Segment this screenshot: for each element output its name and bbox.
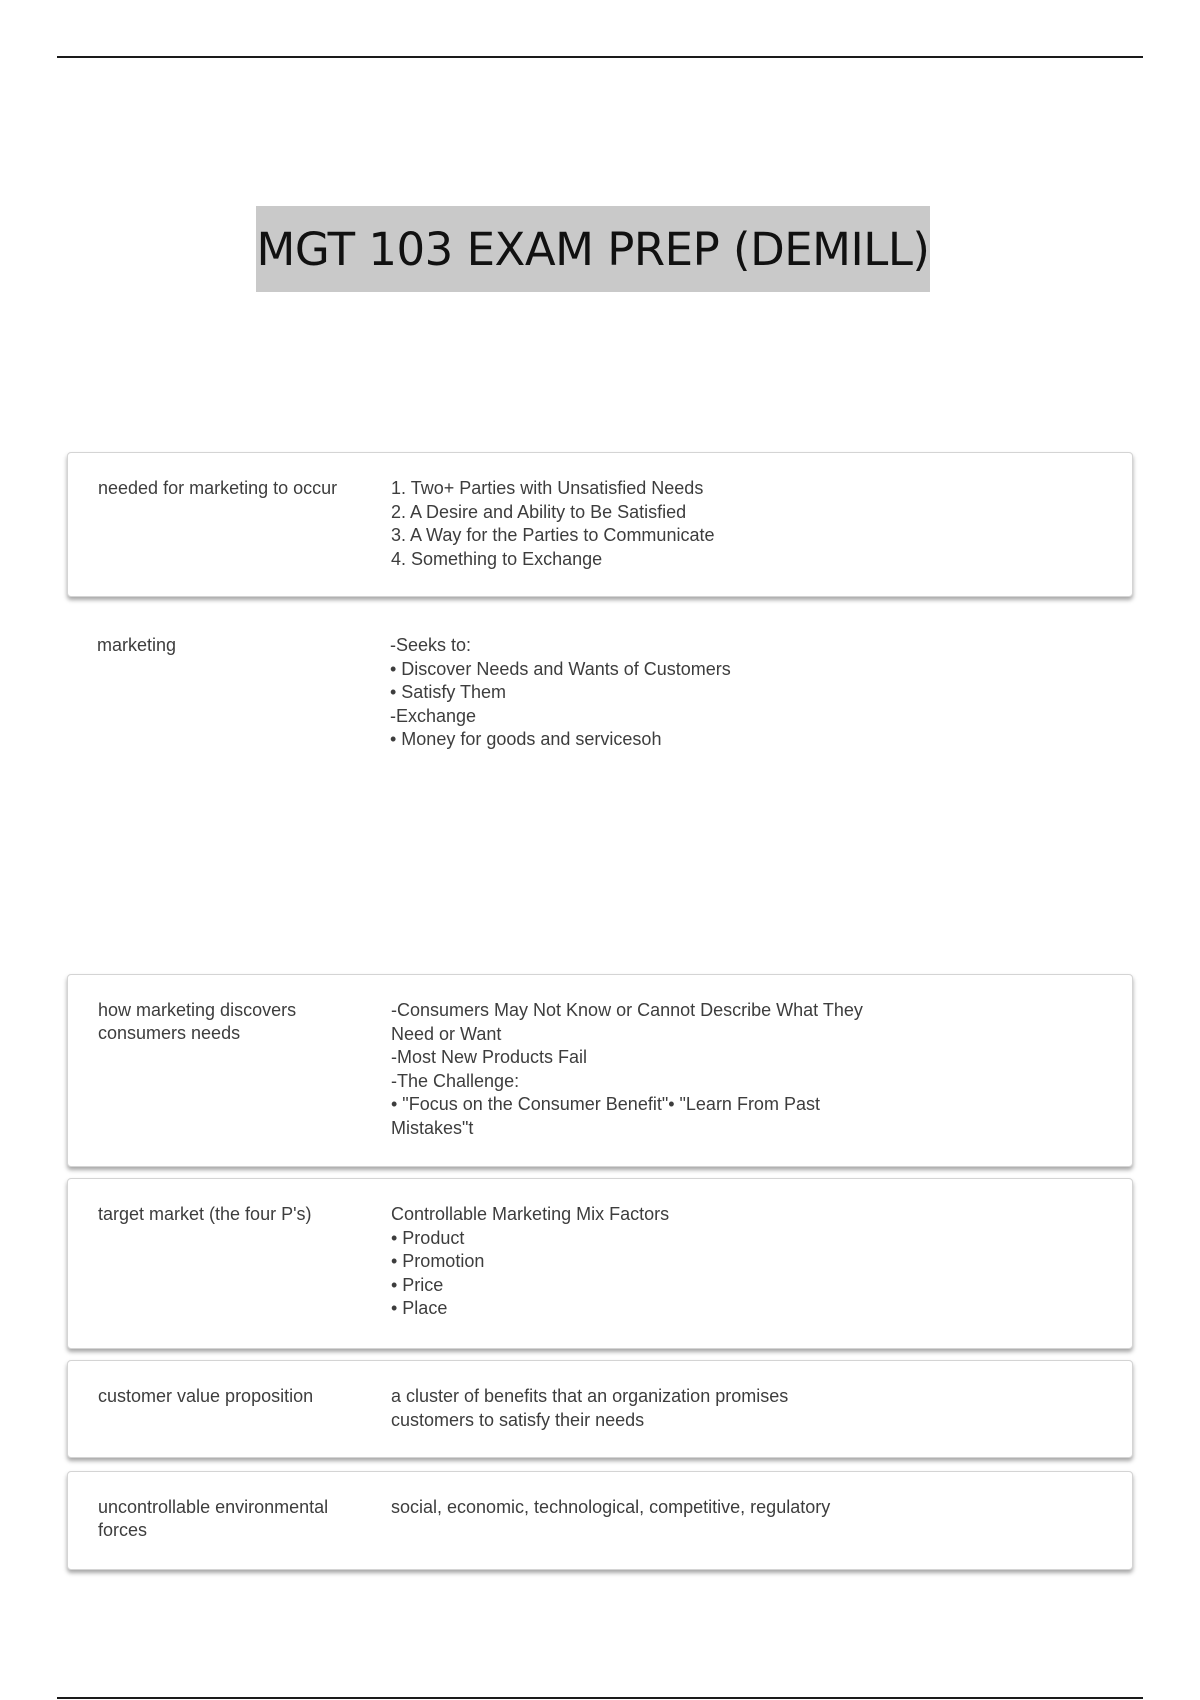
- definition-line: 2. A Desire and Ability to Be Satisfied: [391, 501, 687, 522]
- flashcard-definition: [391, 999, 871, 1140]
- definition-line: • Product: [391, 1227, 465, 1248]
- definition-line: -Seeks to:: [390, 635, 472, 655]
- flashcard-definition: [391, 1496, 871, 1520]
- flashcard-term: customer value proposition: [98, 1386, 314, 1406]
- definition-line: • Price: [391, 1274, 444, 1295]
- definition-line: • Promotion: [391, 1251, 485, 1271]
- flashcard-term: needed for marketing to occur: [98, 478, 338, 498]
- flashcard-definition: [391, 1385, 871, 1432]
- definition-line: -Consumers May Not Know or Cannot Describe What They Need or Want: [391, 1000, 863, 1044]
- definition-line: 4. Something to Exchange: [391, 548, 603, 569]
- definition-line: Controllable Marketing Mix Factors: [391, 1204, 670, 1224]
- definition-line: -The Challenge:: [391, 1070, 520, 1091]
- definition-line: -Most New Products Fail: [391, 1047, 588, 1067]
- definition-line: a cluster of benefits that an organization promises customers to satisfy their needs: [391, 1386, 789, 1430]
- flashcard-term: how marketing discovers consumers needs: [98, 1000, 297, 1043]
- flashcard: [67, 1360, 1133, 1458]
- definition-line: • Money for goods and servicesoh: [390, 729, 662, 749]
- definition-line: 1. Two+ Parties with Unsatisfied Needs: [391, 478, 704, 498]
- flashcard: [67, 974, 1133, 1167]
- definition-line: social, economic, technological, competitive, regulatory: [391, 1497, 831, 1517]
- flashcard-term: target market (the four P's): [98, 1204, 312, 1224]
- flashcard: [67, 610, 1133, 810]
- flashcard: [67, 1471, 1133, 1570]
- title-banner: [256, 206, 930, 292]
- flashcard: [67, 452, 1133, 597]
- flashcard-definition: [391, 477, 871, 571]
- flashcard-term: marketing: [97, 635, 177, 655]
- definition-line: • Discover Needs and Wants of Customers: [390, 658, 731, 679]
- flashcard: [67, 1178, 1133, 1349]
- definition-line: • "Focus on the Consumer Benefit"• "Learn From Past Mistakes"t: [391, 1094, 820, 1138]
- top-rule: [57, 56, 1143, 58]
- definition-line: 3. A Way for the Parties to Communicate: [391, 525, 715, 545]
- flashcard-definition: [390, 634, 870, 752]
- definition-line: • Place: [391, 1298, 448, 1318]
- definition-line: -Exchange: [390, 705, 477, 726]
- page-title: MGT 103 EXAM PREP (DEMILL): [256, 222, 930, 276]
- flashcard-definition: [391, 1203, 871, 1321]
- flashcard-term: uncontrollable environmental forces: [98, 1497, 329, 1540]
- bottom-rule: [57, 1697, 1143, 1699]
- definition-line: • Satisfy Them: [390, 682, 507, 702]
